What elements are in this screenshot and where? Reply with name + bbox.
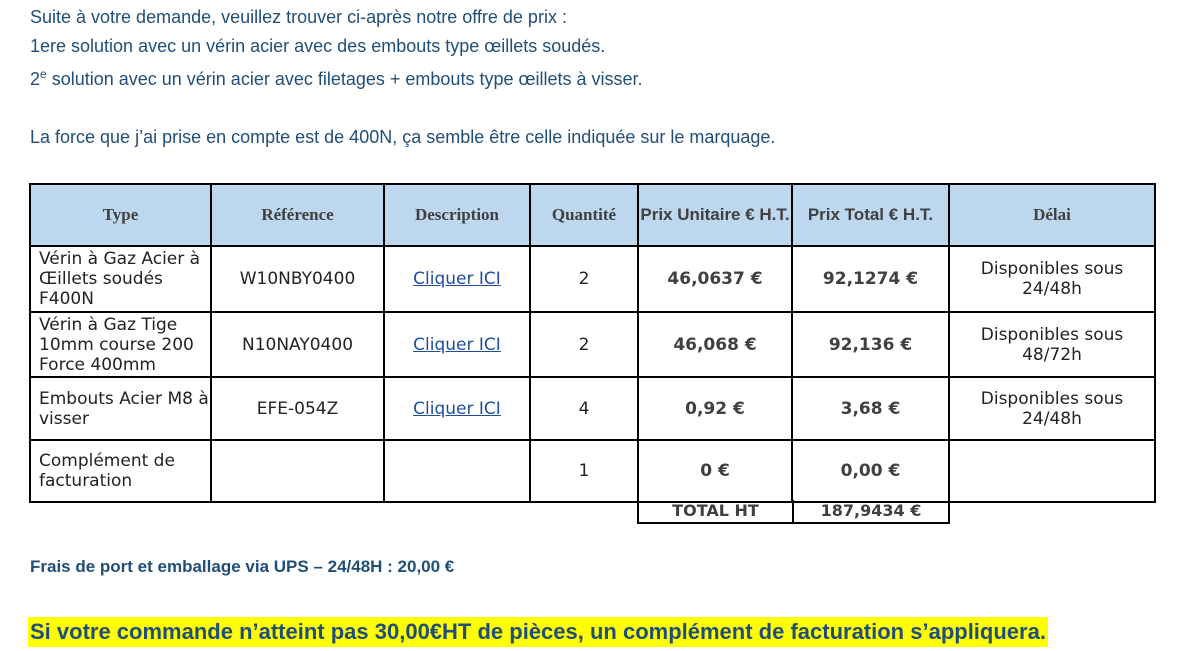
cell-reference xyxy=(211,440,384,502)
cell-total-price: 92,1274 € xyxy=(792,246,949,312)
force-note: La force que j’ai prise en compte est de 400N, ça semble être celle indiquée sur le marquage. xyxy=(30,127,776,147)
cell-delay: Disponibles sous 24/48h xyxy=(949,377,1155,440)
cell-description xyxy=(384,377,530,440)
header-quantity: Quantité xyxy=(530,184,638,246)
total-ht-value: 187,9434 € xyxy=(792,500,950,524)
description-link[interactable]: Cliquer ICI xyxy=(413,334,501,355)
cell-delay: Disponibles sous 48/72h xyxy=(949,312,1155,377)
intro-line-3-text: solution avec un vérin acier avec filetages + embouts type œillets à visser. xyxy=(46,69,643,89)
intro-line-3 xyxy=(30,69,643,90)
cell-reference: W10NBY0400 xyxy=(211,246,384,312)
intro-line-1: Suite à votre demande, veuillez trouver ci-après notre offre de prix : xyxy=(30,7,567,27)
table-row xyxy=(30,246,1155,312)
description-link[interactable]: Cliquer ICI xyxy=(413,269,501,289)
description-link[interactable]: Cliquer ICI xyxy=(413,398,501,419)
minimum-order-warning: Si votre commande n’atteint pas 30,00€HT de pièces, un complément de facturation s’appliquera. xyxy=(28,617,1048,647)
cell-description xyxy=(384,246,530,312)
cell-total-price: 0,00 € xyxy=(792,440,949,502)
cell-unit-price: 46,0637 € xyxy=(638,246,792,312)
table-row xyxy=(30,440,1155,502)
header-type: Type xyxy=(30,184,211,246)
cell-type: Complément de facturation xyxy=(30,440,211,502)
cell-reference: N10NAY0400 xyxy=(211,312,384,377)
cell-description xyxy=(384,312,530,377)
cell-quantity: 2 xyxy=(530,246,638,312)
cell-description xyxy=(384,440,530,502)
cell-unit-price: 0,92 € xyxy=(638,377,792,440)
shipping-cost: Frais de port et emballage via UPS – 24/48H : 20,00 € xyxy=(30,557,455,576)
cell-quantity: 4 xyxy=(530,377,638,440)
table-row xyxy=(30,377,1155,440)
total-ht-label: TOTAL HT xyxy=(637,500,794,524)
header-total-price: Prix Total € H.T. xyxy=(792,184,949,246)
cell-total-price: 3,68 € xyxy=(792,377,949,440)
header-description: Description xyxy=(384,184,530,246)
header-unit-price: Prix Unitaire € H.T. xyxy=(638,184,792,246)
table-row xyxy=(30,312,1155,377)
cell-delay: Disponibles sous 24/48h xyxy=(949,246,1155,312)
cell-type: Embouts Acier M8 à visser xyxy=(30,377,211,440)
cell-type: Vérin à Gaz Acier à Œillets soudés F400N xyxy=(30,246,211,312)
intro-line-3-number: 2 xyxy=(30,69,41,89)
table-header-row xyxy=(30,184,1155,246)
cell-unit-price: 46,068 € xyxy=(638,312,792,377)
cell-quantity: 1 xyxy=(530,440,638,502)
header-delay: Délai xyxy=(949,184,1155,246)
cell-type: Vérin à Gaz Tige 10mm course 200 Force 400mm xyxy=(30,312,211,377)
cell-total-price: 92,136 € xyxy=(792,312,949,377)
cell-reference: EFE-054Z xyxy=(211,377,384,440)
cell-delay xyxy=(949,440,1155,502)
intro-line-2: 1ere solution avec un vérin acier avec des embouts type œillets soudés. xyxy=(30,36,606,56)
price-quote-table xyxy=(29,183,1156,503)
header-reference: Référence xyxy=(211,184,384,246)
intro-line-3-superscript: e xyxy=(40,67,47,81)
cell-quantity: 2 xyxy=(530,312,638,377)
cell-unit-price: 0 € xyxy=(638,440,792,502)
